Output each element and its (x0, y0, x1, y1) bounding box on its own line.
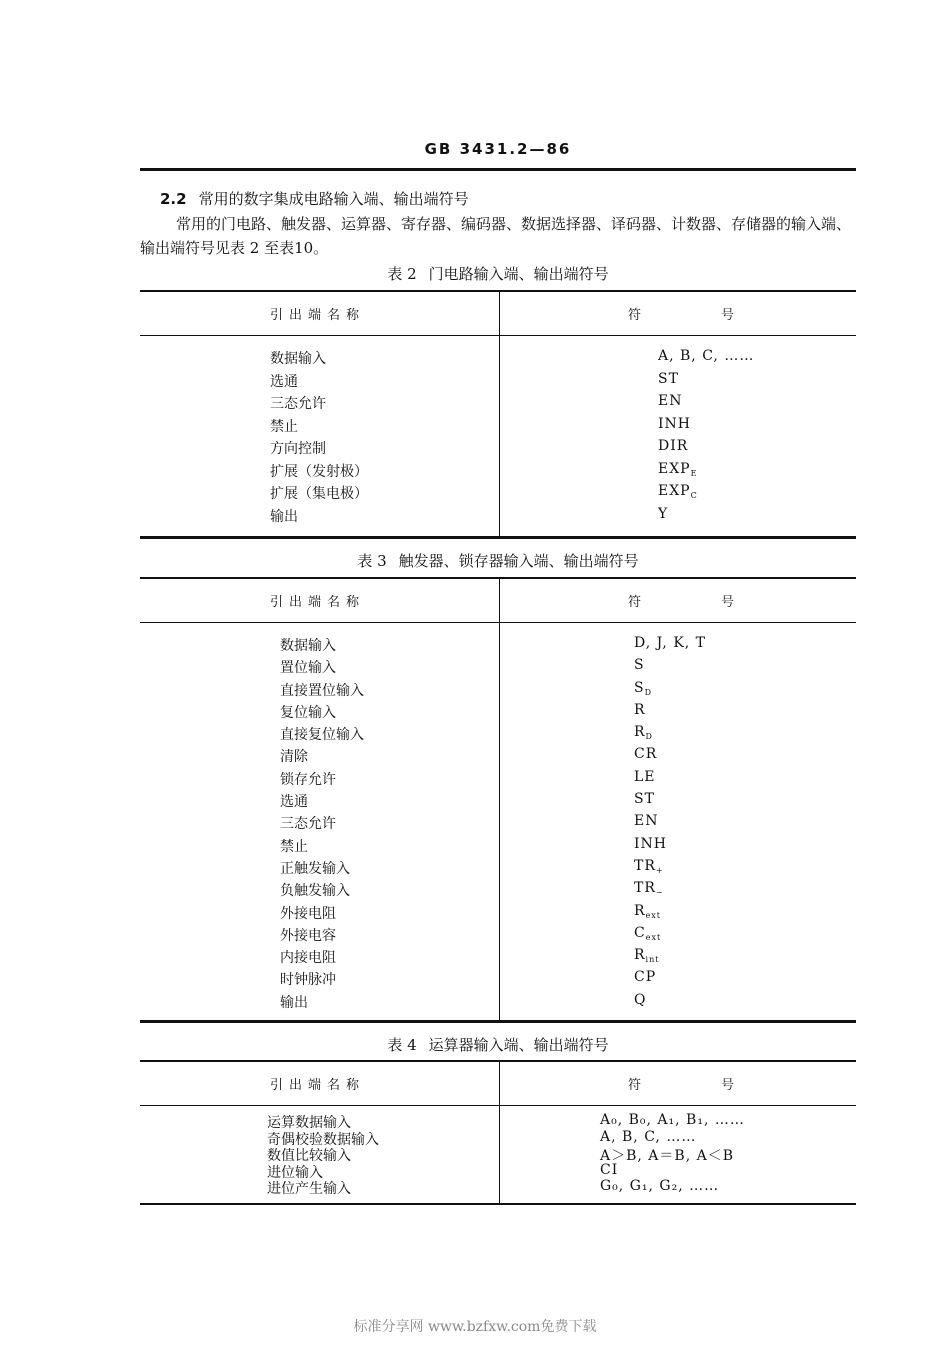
table2-header-symbol-a: 符 (628, 308, 642, 323)
row-name: 扩展（发射极） (270, 463, 368, 480)
row-symbol (634, 724, 653, 741)
row-symbol (634, 925, 661, 942)
row-symbol (600, 1129, 696, 1145)
table-row (140, 903, 856, 925)
row-symbol-text: A, B, C, …… (658, 348, 755, 364)
table-row (140, 858, 856, 880)
table-row (140, 416, 856, 439)
row-symbol-text: TR (634, 880, 656, 897)
row-symbol-text: CR (634, 746, 658, 763)
table2-bottom-rule (140, 536, 856, 539)
row-symbol-text: ST (658, 370, 679, 387)
row-name: 直接复位输入 (280, 727, 364, 744)
row-symbol-text: R (634, 902, 646, 919)
table-row (140, 371, 856, 394)
row-symbol-text: R (634, 724, 646, 741)
table2-header-name: 引出端名称 (270, 308, 366, 323)
table-row (140, 992, 856, 1014)
row-symbol-text: LE (634, 768, 656, 785)
table-row (140, 791, 856, 813)
table-row (140, 506, 856, 529)
row-symbol-text: EXP (658, 460, 691, 477)
row-name: 方向控制 (270, 441, 326, 457)
page-header (140, 140, 856, 171)
row-name: 正触发输入 (280, 860, 350, 877)
row-name: 外接电阻 (280, 905, 336, 922)
row-name: 内接电阻 (280, 950, 336, 967)
table-row (140, 813, 856, 835)
table3-top-rule (140, 577, 856, 579)
row-symbol (600, 1178, 719, 1194)
row-symbol (658, 483, 698, 500)
table-row (140, 1162, 856, 1179)
table-row (140, 461, 856, 484)
row-name: 扩展（集电极） (270, 486, 368, 502)
table-row (140, 1178, 856, 1195)
table4-title-text: 运算器输入端、输出端符号 (428, 1036, 609, 1054)
table4-rows (140, 1112, 856, 1195)
table-row (140, 880, 856, 902)
row-symbol-text: S (634, 679, 645, 696)
table-row (140, 635, 856, 657)
table2-header-rule (140, 335, 856, 336)
table-row (140, 746, 856, 768)
row-symbol (658, 506, 668, 522)
row-symbol (658, 348, 754, 364)
watermark: 标准分享网 www.bzfxw.com免费下载 (353, 1319, 597, 1335)
row-symbol-text: EXP (658, 483, 691, 499)
table2-header-symbol (628, 304, 734, 323)
row-symbol-text: ST (634, 791, 655, 808)
table2 (140, 290, 856, 540)
table-row (140, 393, 856, 416)
row-symbol-text: G₀, G₁, G₂, …… (600, 1178, 720, 1194)
row-name: 奇偶校验数据输入 (267, 1131, 379, 1148)
row-name: 输出 (270, 508, 298, 525)
section-number: 2.2 (160, 190, 187, 208)
table4-header-rule (140, 1105, 856, 1106)
table4-title (140, 1034, 856, 1055)
table-row (140, 680, 856, 702)
row-symbol-text: INH (634, 835, 667, 852)
row-symbol (658, 438, 688, 454)
row-symbol-text: R (634, 701, 646, 718)
row-symbol (600, 1162, 618, 1178)
row-symbol-text: CI (600, 1161, 619, 1178)
row-symbol-subscript: ext (645, 932, 662, 942)
row-symbol-text: TR (634, 857, 656, 874)
table-row (140, 769, 856, 791)
row-symbol (634, 635, 706, 651)
section-title-text: 常用的数字集成电路输入端、输出端符号 (198, 190, 469, 208)
row-symbol-text: A, B, C, …… (600, 1128, 697, 1145)
row-symbol-text: Y (658, 505, 669, 522)
row-name: 数值比较输入 (267, 1148, 351, 1164)
row-symbol (658, 371, 679, 387)
table3-number: 表 3 (357, 552, 387, 570)
table2-number: 表 2 (387, 265, 417, 283)
table4-header-symbol-a: 符 (628, 1078, 642, 1093)
table3-header-symbol (628, 591, 734, 610)
table-row (140, 969, 856, 991)
section-body: 常用的门电路、触发器、运算器、寄存器、编码器、数据选择器、译码器、计数器、存储器的输入端、输出端符号见表 2 至表10。 (140, 215, 852, 257)
table3 (140, 577, 856, 1027)
row-name: 负触发输入 (280, 883, 350, 900)
row-symbol-text: Q (634, 991, 647, 1008)
row-symbol (634, 791, 655, 807)
table2-title-text: 门电路输入端、输出端符号 (428, 265, 609, 283)
table-row (140, 724, 856, 746)
table4-bottom-rule (140, 1203, 856, 1205)
row-name: 数据输入 (270, 351, 326, 367)
table2-title (140, 263, 856, 284)
table-row (140, 702, 856, 724)
table-row (140, 657, 856, 679)
table-row (140, 925, 856, 947)
row-symbol-subscript: + (655, 865, 664, 875)
row-symbol (634, 836, 667, 852)
row-symbol (634, 858, 664, 875)
row-name: 外接电容 (280, 927, 336, 944)
row-name: 选通 (280, 794, 308, 811)
table2-header-symbol-b: 号 (721, 308, 735, 323)
row-symbol (658, 461, 697, 478)
row-symbol (634, 813, 658, 829)
table3-title (140, 550, 856, 571)
row-symbol-text: A₀, B₀, A₁, B₁, …… (600, 1112, 745, 1128)
row-symbol (600, 1112, 745, 1128)
row-symbol-text: S (634, 657, 645, 674)
table-row (140, 483, 856, 506)
row-symbol-subscript: C (690, 491, 698, 500)
row-name: 进位输入 (267, 1164, 323, 1181)
table3-header-rule (140, 622, 856, 623)
row-symbol-subscript: int (645, 955, 660, 965)
table-row (140, 947, 856, 969)
row-symbol-text: CP (634, 969, 657, 986)
row-name: 输出 (280, 994, 308, 1011)
row-symbol (634, 969, 656, 985)
row-name: 三态允许 (270, 396, 326, 412)
row-name: 三态允许 (280, 816, 336, 833)
row-name: 时钟脉冲 (280, 972, 336, 989)
row-name: 置位输入 (280, 660, 336, 677)
standard-number: GB 3431.2—86 (424, 140, 572, 158)
table3-header-symbol-b: 号 (721, 595, 735, 610)
row-symbol-text: D, J, K, T (634, 635, 707, 651)
row-name: 直接置位输入 (280, 682, 364, 699)
row-symbol-subscript: D (644, 687, 653, 697)
row-symbol-subscript: ext (645, 910, 662, 920)
table3-header-symbol-a: 符 (628, 595, 642, 610)
row-symbol-text: DIR (658, 438, 689, 454)
row-symbol (634, 903, 661, 920)
row-symbol-subscript: − (655, 888, 664, 898)
row-symbol-text: R (634, 947, 646, 964)
row-symbol-text: INH (658, 415, 691, 432)
table2-rows (140, 348, 856, 528)
table4-top-rule (140, 1060, 856, 1062)
row-symbol (634, 880, 664, 897)
row-symbol (634, 702, 646, 718)
row-name: 数据输入 (280, 638, 336, 654)
row-name: 清除 (280, 749, 308, 766)
row-symbol (634, 769, 656, 785)
section-title (160, 188, 469, 209)
table2-top-rule (140, 290, 856, 292)
table3-title-text: 触发器、锁存器输入端、输出端符号 (398, 552, 639, 570)
row-name: 复位输入 (280, 704, 336, 721)
row-symbol-text: C (634, 924, 646, 941)
row-symbol-text: EN (634, 813, 659, 830)
table-row (140, 438, 856, 461)
table-row (140, 1129, 856, 1146)
row-symbol (658, 393, 682, 409)
table3-bottom-rule (140, 1020, 856, 1023)
row-symbol-subscript: E (690, 468, 698, 478)
row-symbol-text: EN (658, 393, 683, 409)
table3-rows (140, 635, 856, 1014)
table4 (140, 1060, 856, 1210)
table4-header-symbol-b: 号 (721, 1078, 735, 1093)
row-symbol (634, 680, 652, 697)
row-symbol (634, 657, 645, 673)
row-symbol (634, 992, 646, 1008)
table4-header-symbol (628, 1074, 734, 1093)
row-symbol (634, 746, 657, 762)
row-symbol-subscript: D (645, 732, 653, 742)
table-row (140, 1145, 856, 1162)
table4-number: 表 4 (387, 1036, 417, 1054)
table-row (140, 1112, 856, 1129)
table-row (140, 348, 856, 371)
table4-header-name: 引出端名称 (270, 1078, 366, 1093)
table-row (140, 836, 856, 858)
row-name: 进位产生输入 (267, 1181, 351, 1197)
row-name: 禁止 (270, 418, 298, 435)
row-name: 选通 (270, 373, 298, 390)
table3-header-name: 引出端名称 (270, 595, 366, 610)
row-symbol (634, 947, 659, 964)
row-symbol-text: A＞B, A＝B, A＜B (600, 1148, 734, 1164)
row-name: 运算数据输入 (267, 1115, 351, 1131)
row-name: 锁存允许 (280, 771, 336, 788)
row-name: 禁止 (280, 838, 308, 855)
row-symbol (658, 416, 691, 432)
